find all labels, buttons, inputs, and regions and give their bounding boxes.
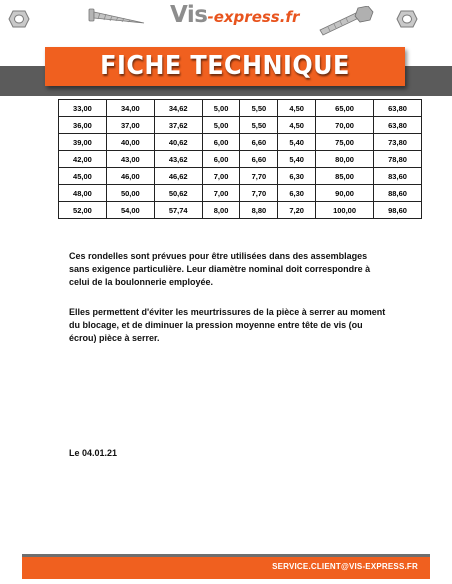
table-row	[59, 185, 422, 202]
table-cell: 36,00	[59, 117, 107, 134]
hex-bolt-icon	[318, 6, 374, 36]
wood-screw-icon	[88, 6, 150, 32]
table-row	[59, 100, 422, 117]
table-cell: 7,20	[278, 202, 316, 219]
table-cell: 40,62	[154, 134, 202, 151]
table-cell: 75,00	[316, 134, 374, 151]
table-cell: 6,30	[278, 168, 316, 185]
table-cell: 46,00	[106, 168, 154, 185]
hex-nut-icon	[8, 10, 30, 28]
page-title: FICHE TECHNIQUE	[100, 51, 350, 81]
table-cell: 34,62	[154, 100, 202, 117]
table-cell: 6,00	[202, 151, 240, 168]
table-cell: 34,00	[106, 100, 154, 117]
hex-nut-icon	[396, 10, 418, 28]
header-logo-bar	[0, 0, 452, 42]
table-cell: 50,62	[154, 185, 202, 202]
table-cell: 7,00	[202, 185, 240, 202]
table-cell: 78,80	[374, 151, 422, 168]
table-cell: 48,00	[59, 185, 107, 202]
table-cell: 5,00	[202, 100, 240, 117]
table-cell: 5,40	[278, 134, 316, 151]
table-cell: 5,50	[240, 117, 278, 134]
table-cell: 88,60	[374, 185, 422, 202]
table-cell: 98,60	[374, 202, 422, 219]
table-cell: 7,70	[240, 185, 278, 202]
table-cell: 73,80	[374, 134, 422, 151]
table-cell: 7,00	[202, 168, 240, 185]
table-cell: 100,00	[316, 202, 374, 219]
table-cell: 4,50	[278, 117, 316, 134]
table-cell: 43,62	[154, 151, 202, 168]
table-cell: 39,00	[59, 134, 107, 151]
table-cell: 70,00	[316, 117, 374, 134]
table-cell: 43,00	[106, 151, 154, 168]
table-row	[59, 168, 422, 185]
spec-table-body	[59, 100, 422, 219]
brand-logo	[170, 2, 299, 32]
table-cell: 42,00	[59, 151, 107, 168]
table-cell: 63,80	[374, 117, 422, 134]
logo-main-text: Vis	[170, 2, 208, 28]
table-cell: 90,00	[316, 185, 374, 202]
table-cell: 6,00	[202, 134, 240, 151]
document-date: Le 04.01.21	[69, 448, 118, 458]
table-cell: 83,60	[374, 168, 422, 185]
table-cell: 63,80	[374, 100, 422, 117]
table-cell: 85,00	[316, 168, 374, 185]
logo-sub-text: -express.fr	[207, 8, 300, 26]
table-cell: 33,00	[59, 100, 107, 117]
table-row	[59, 117, 422, 134]
table-cell: 65,00	[316, 100, 374, 117]
table-row	[59, 151, 422, 168]
table-cell: 52,00	[59, 202, 107, 219]
description-paragraph-2: Elles permettent d'éviter les meurtrissures de la pièce à serrer au moment du blocage, et de diminuer la pression moyenne entre tête de vis (ou écrou) pièce à serrer.	[69, 307, 386, 343]
table-cell: 6,60	[240, 134, 278, 151]
table-cell: 6,30	[278, 185, 316, 202]
table-cell: 37,00	[106, 117, 154, 134]
table-cell: 57,74	[154, 202, 202, 219]
table-cell: 8,80	[240, 202, 278, 219]
table-cell: 4,50	[278, 100, 316, 117]
table-row	[59, 134, 422, 151]
footer-email: SERVICE.CLIENT@VIS-EXPRESS.FR	[272, 562, 418, 571]
table-cell: 54,00	[106, 202, 154, 219]
spec-table	[58, 99, 422, 219]
description-paragraph-1: Ces rondelles sont prévues pour être utilisées dans des assemblages sans exigence particulière. Leur diamètre nominal doit correspondre à celui de la boulonnerie employée.	[69, 251, 371, 287]
table-cell: 7,70	[240, 168, 278, 185]
table-cell: 46,62	[154, 168, 202, 185]
table-cell: 6,60	[240, 151, 278, 168]
table-cell: 37,62	[154, 117, 202, 134]
table-cell: 80,00	[316, 151, 374, 168]
table-cell: 45,00	[59, 168, 107, 185]
table-cell: 40,00	[106, 134, 154, 151]
table-cell: 8,00	[202, 202, 240, 219]
table-row	[59, 202, 422, 219]
table-cell: 5,40	[278, 151, 316, 168]
title-banner	[45, 47, 405, 86]
table-cell: 50,00	[106, 185, 154, 202]
table-cell: 5,50	[240, 100, 278, 117]
table-cell: 5,00	[202, 117, 240, 134]
